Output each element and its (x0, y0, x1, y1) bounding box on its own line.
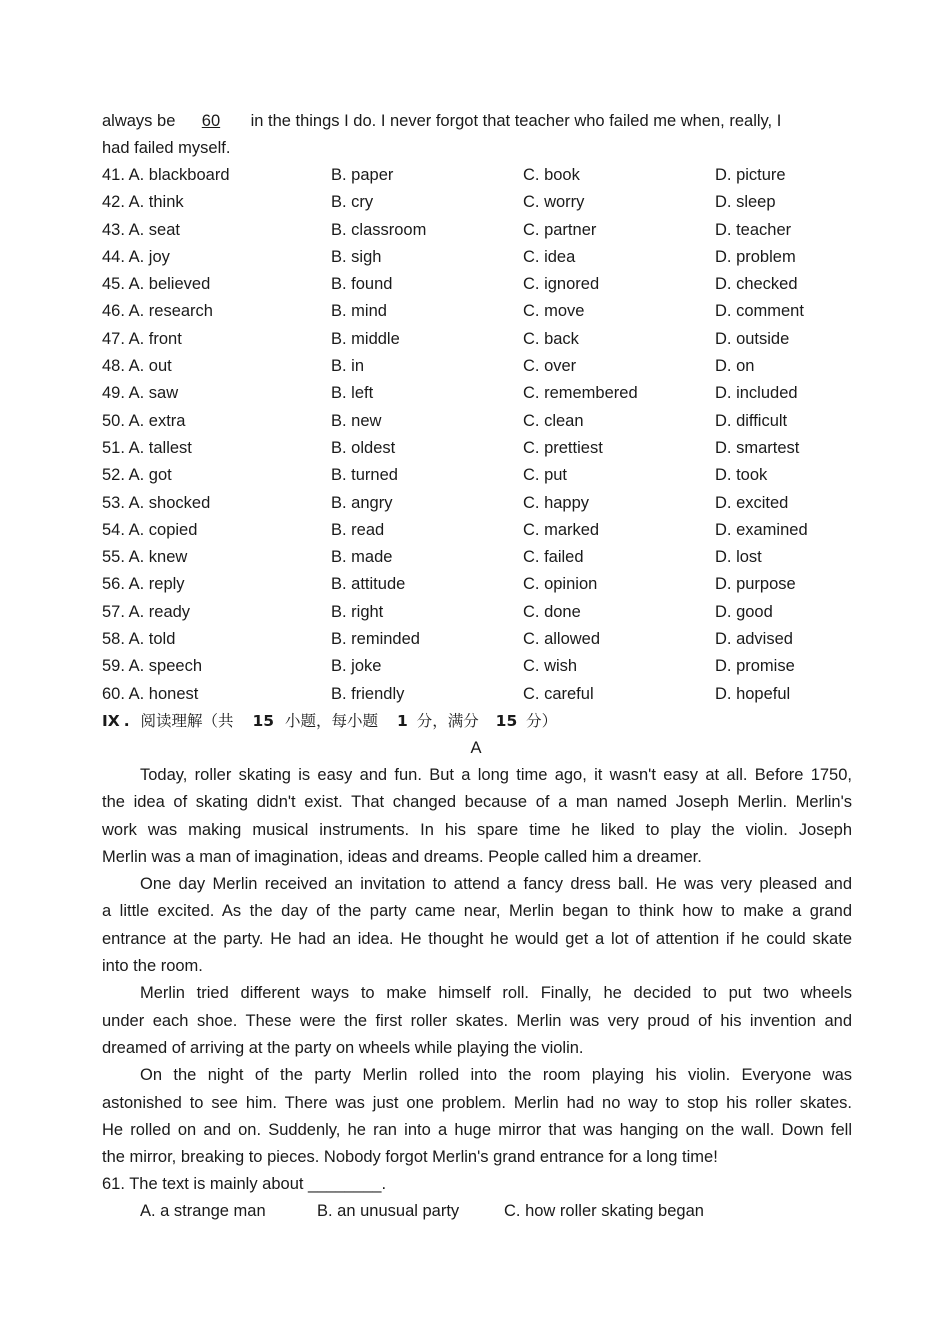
question-row (102, 162, 852, 189)
question-row (102, 380, 852, 407)
option-d: D. excited (715, 493, 789, 512)
section-count: 15 (252, 711, 275, 730)
option-b: B. sigh (331, 247, 382, 266)
question-row (102, 681, 852, 708)
question-row (102, 326, 852, 353)
option-b: B. classroom (331, 220, 427, 239)
option-c: C. ignored (523, 275, 600, 294)
option-d: D. sleep (715, 193, 776, 212)
passage-paragraph (102, 871, 852, 980)
question-row (102, 462, 852, 489)
option-a: 41. A. blackboard (102, 166, 230, 184)
passage-paragraph (102, 1062, 852, 1171)
option-b: B. middle (331, 329, 400, 348)
question-61-options (102, 1198, 852, 1225)
intro-line-1 (102, 108, 852, 135)
question-row (102, 517, 852, 544)
option-d: D. comment (715, 302, 804, 321)
section-sep: . (123, 711, 130, 730)
option-b: B. found (331, 275, 393, 294)
option-a: 52. A. got (102, 466, 172, 485)
question-row (102, 544, 852, 571)
passage-line: into the room. (102, 957, 203, 976)
option-c: C. remembered (523, 384, 638, 403)
option-c: C. done (523, 602, 581, 621)
option-a: 48. A. out (102, 357, 172, 376)
question-row (102, 189, 852, 216)
passage-line: Merlin tried different ways to make himself roll. Finally, he decided to put two wheels (140, 984, 852, 1003)
option-c: C. over (523, 357, 577, 376)
option-d: D. promise (715, 657, 795, 676)
passage-line: entrance at the party. He had an idea. He thought he would get a lot of attention if he could skate (102, 929, 852, 948)
passage-line: Merlin was a man of imagination, ideas and dreams. People called him a dreamer. (102, 847, 702, 866)
passage-paragraph (102, 762, 852, 871)
section-label-3: 分，满分 (416, 711, 479, 730)
intro-text-after: in the things I do. I never forgot that teacher who failed me when, really, I (250, 112, 782, 130)
option-c: C. back (523, 329, 579, 348)
passage-line: a little excited. As the day of the party came near, Merlin began to think how to make a grand (102, 902, 852, 921)
passage-line: dreamed of arriving at the party on wheels while playing the violin. (102, 1038, 584, 1057)
option-a: 54. A. copied (102, 520, 198, 539)
option-d: D. checked (715, 275, 798, 294)
option-b: B. read (331, 520, 385, 539)
section-per: 1 (396, 711, 408, 730)
option-a: 57. A. ready (102, 602, 191, 621)
passage-line: work was making musical instruments. In his spare time he liked to play the violin. Joseph (102, 820, 852, 839)
option-c: C. careful (523, 684, 594, 703)
question-61-option-b: B. an unusual party (317, 1202, 460, 1221)
option-a: 44. A. joy (102, 247, 170, 266)
option-b: B. right (331, 602, 384, 621)
option-b: B. friendly (331, 684, 405, 703)
intro-text-before: always be (102, 112, 176, 130)
question-row (102, 599, 852, 626)
option-a: 49. A. saw (102, 384, 179, 403)
option-a: 47. A. front (102, 329, 182, 348)
option-a: 43. A. seat (102, 220, 180, 239)
option-a: 55. A. knew (102, 548, 188, 567)
option-c: C. wish (523, 657, 578, 676)
option-a: 58. A. told (102, 630, 176, 649)
option-b: B. angry (331, 493, 393, 512)
section-roman: IX (102, 711, 120, 730)
option-b: B. new (331, 411, 382, 430)
option-c: C. clean (523, 411, 584, 430)
option-c: C. opinion (523, 575, 598, 594)
option-a: 45. A. believed (102, 275, 211, 294)
question-61-stem: 61. The text is mainly about ________. (102, 1175, 387, 1194)
intro-line-2: had failed myself. (102, 139, 231, 157)
option-b: B. reminded (331, 630, 420, 649)
option-b: B. made (331, 548, 393, 567)
option-b: B. paper (331, 166, 394, 184)
question-row (102, 271, 852, 298)
option-b: B. in (331, 357, 365, 376)
option-d: D. took (715, 466, 768, 485)
option-d: D. problem (715, 247, 796, 266)
question-row (102, 490, 852, 517)
option-c: C. move (523, 302, 585, 321)
question-row (102, 408, 852, 435)
passage-body (102, 762, 852, 1171)
option-a: 59. A. speech (102, 657, 202, 676)
question-row (102, 571, 852, 598)
passage-line: Today, roller skating is easy and fun. But a long time ago, it wasn't easy at all. Before 1750, (140, 765, 852, 784)
passage-line: under each shoe. These were the first roller skates. Merlin was very proud of his invention and (102, 1011, 852, 1030)
exam-page (102, 108, 852, 1225)
question-row (102, 435, 852, 462)
section-total: 15 (495, 711, 518, 730)
option-b: B. cry (331, 193, 374, 212)
question-row (102, 298, 852, 325)
question-row (102, 653, 852, 680)
option-d: D. included (715, 384, 798, 403)
option-a: 50. A. extra (102, 411, 186, 430)
option-b: B. left (331, 384, 374, 403)
option-b: B. mind (331, 302, 387, 321)
option-c: C. prettiest (523, 438, 603, 457)
passage-line: astonished to see him. There was just one problem. Merlin had no way to stop his roller skates. (102, 1093, 852, 1112)
option-a: 42. A. think (102, 193, 184, 212)
passage-title: A (470, 738, 482, 757)
option-a: 46. A. research (102, 302, 213, 321)
passage-line: On the night of the party Merlin rolled into the room playing his violin. Everyone was (140, 1066, 852, 1085)
option-b: B. joke (331, 657, 382, 676)
option-d: D. purpose (715, 575, 796, 594)
option-d: D. examined (715, 520, 808, 539)
option-a: 51. A. tallest (102, 438, 192, 457)
passage-paragraph (102, 980, 852, 1062)
option-c: C. marked (523, 520, 600, 539)
option-d: D. picture (715, 166, 786, 184)
passage-line: the mirror, breaking to pieces. Nobody forgot Merlin's grand entrance for a long time! (102, 1148, 718, 1167)
option-d: D. good (715, 602, 773, 621)
option-b: B. attitude (331, 575, 406, 594)
passage-line: the idea of skating didn't exist. That changed because of a man named Joseph Merlin. Merlin's (102, 793, 852, 812)
option-b: B. oldest (331, 438, 396, 457)
question-row (102, 244, 852, 271)
option-d: D. outside (715, 329, 790, 348)
option-c: C. idea (523, 247, 576, 266)
section-label-1: 阅读理解（共 (140, 711, 234, 730)
question-61-option-c: C. how roller skating began (504, 1202, 704, 1221)
option-c: C. book (523, 166, 580, 184)
passage-line: One day Merlin received an invitation to attend a fancy dress ball. He was very pleased and (140, 875, 852, 894)
question-row (102, 217, 852, 244)
option-c: C. allowed (523, 630, 601, 649)
question-row (102, 353, 852, 380)
passage-line: He rolled on and on. Suddenly, he ran into a huge mirror that was hanging on the wall. Down fell (102, 1120, 852, 1139)
cloze-options (102, 162, 852, 708)
option-b: B. turned (331, 466, 398, 485)
option-a: 56. A. reply (102, 575, 185, 594)
option-c: C. failed (523, 548, 584, 567)
option-c: C. worry (523, 193, 585, 212)
section-heading (102, 708, 852, 735)
option-d: D. hopeful (715, 684, 791, 703)
option-d: D. advised (715, 630, 793, 649)
question-61-option-a: A. a strange man (140, 1202, 266, 1221)
option-d: D. smartest (715, 438, 800, 457)
section-label-2: 小题，每小题 (285, 711, 379, 730)
section-label-4: 分） (526, 711, 558, 730)
option-d: D. on (715, 357, 755, 376)
option-c: C. partner (523, 220, 597, 239)
option-a: 53. A. shocked (102, 493, 211, 512)
question-row (102, 626, 852, 653)
option-c: C. put (523, 466, 568, 485)
option-d: D. lost (715, 548, 762, 567)
option-d: D. difficult (715, 411, 788, 430)
option-d: D. teacher (715, 220, 792, 239)
option-a: 60. A. honest (102, 684, 199, 703)
option-c: C. happy (523, 493, 590, 512)
answer-blank-60: 60 (201, 112, 221, 130)
